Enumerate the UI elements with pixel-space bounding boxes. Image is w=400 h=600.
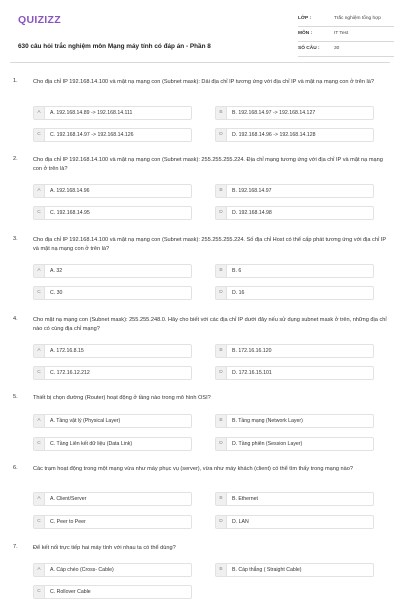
option-text: B. 172.16.16.120 (232, 348, 272, 354)
option-letter: B (216, 265, 227, 277)
option-text: B. Tầng mạng (Network Layer) (232, 418, 303, 424)
option-letter: D (216, 207, 227, 219)
question-number: 2. (13, 156, 18, 162)
option-b[interactable] (215, 264, 374, 278)
option-text: D. 192.168.14.98 (232, 210, 272, 216)
option-text: A. 32 (50, 268, 63, 274)
question-number: 5. (13, 394, 18, 400)
meta-value: Trắc nghiệm tổng hợp (334, 16, 381, 21)
option-d[interactable] (215, 286, 374, 300)
option-text: C. Peer to Peer (50, 519, 86, 525)
option-letter: C (34, 207, 45, 219)
meta-row-count (298, 42, 394, 57)
option-b[interactable] (215, 106, 374, 120)
option-a[interactable] (33, 344, 192, 358)
option-letter: A (34, 564, 45, 576)
option-letter: C (34, 586, 45, 598)
option-text: D. 192.168.14.96 -> 192.168.14.128 (232, 132, 316, 138)
option-b[interactable] (215, 563, 374, 577)
option-c[interactable] (33, 366, 192, 380)
option-b[interactable] (215, 344, 374, 358)
header-divider (10, 62, 390, 63)
option-text: C. Tầng Liên kết dữ liệu (Data Link) (50, 441, 133, 447)
option-letter: C (34, 438, 45, 450)
worksheet-header (10, 10, 390, 58)
option-letter: C (34, 287, 45, 299)
meta-value: IT Test (334, 31, 349, 36)
question-number: 4. (13, 316, 18, 322)
option-letter: C (34, 129, 45, 141)
option-letter: A (34, 185, 45, 197)
option-letter: A (34, 345, 45, 357)
option-b[interactable] (215, 184, 374, 198)
option-c[interactable] (33, 206, 192, 220)
option-letter: D (216, 287, 227, 299)
option-a[interactable] (33, 106, 192, 120)
option-d[interactable] (215, 515, 374, 529)
option-c[interactable] (33, 128, 192, 142)
question-text: Cho địa chỉ IP 192.168.14.100 và mặt nạ mạng con (Subnet mask): 255.255.255.224. Số địa chỉ Host có thể cấp phát tương ứng với địa chỉ IP và mặt nạ mạng con ở trên là? (33, 237, 386, 252)
option-text: A. Cáp chéo (Cross- Cable) (50, 567, 114, 573)
option-text: D. LAN (232, 519, 249, 525)
option-d[interactable] (215, 366, 374, 380)
option-letter: A (34, 265, 45, 277)
meta-row-subject (298, 27, 394, 42)
option-a[interactable] (33, 563, 192, 577)
option-text: B. 192.168.14.97 (232, 188, 272, 194)
meta-value: 30 (334, 46, 340, 51)
option-a[interactable] (33, 184, 192, 198)
option-text: A. 192.168.14.96 (50, 188, 90, 194)
option-d[interactable] (215, 206, 374, 220)
option-text: C. 30 (50, 290, 63, 296)
option-letter: B (216, 564, 227, 576)
option-text: A. 192.168.14.89 -> 192.168.14.111 (50, 110, 133, 116)
option-letter: B (216, 415, 227, 427)
option-d[interactable] (215, 437, 374, 451)
option-text: D. 172.16.15.101 (232, 370, 272, 376)
worksheet-meta (298, 12, 394, 57)
question-text: Để kết nối trực tiếp hai máy tính với nhau ta có thể dùng? (33, 545, 176, 551)
option-text: D. 16 (232, 290, 245, 296)
option-text: B. Ethernet (232, 496, 258, 502)
option-c[interactable] (33, 585, 192, 599)
option-text: C. 192.168.14.95 (50, 210, 90, 216)
option-text: C. 192.168.14.97 -> 192.168.14.126 (50, 132, 134, 138)
option-c[interactable] (33, 515, 192, 529)
option-letter: D (216, 516, 227, 528)
question-number: 7. (13, 544, 18, 550)
meta-label: MÔN : (298, 31, 313, 36)
option-letter: A (34, 493, 45, 505)
option-b[interactable] (215, 492, 374, 506)
meta-label: LỚP : (298, 16, 312, 21)
option-letter: B (216, 107, 227, 119)
option-b[interactable] (215, 414, 374, 428)
option-letter: B (216, 493, 227, 505)
option-letter: A (34, 415, 45, 427)
question-number: 6. (13, 465, 18, 471)
question-number: 1. (13, 78, 18, 84)
option-text: D. Tầng phiên (Session Layer) (232, 441, 303, 447)
option-letter: C (34, 516, 45, 528)
option-text: C. Rollover Cable (50, 589, 91, 595)
option-text: B. 192.168.14.97 -> 192.168.14.127 (232, 110, 316, 116)
option-a[interactable] (33, 414, 192, 428)
meta-row-class (298, 12, 394, 27)
option-text: B. 6 (232, 268, 242, 274)
question-text: Các trạm hoạt động trong một mạng vừa như máy phục vụ (server), vừa như máy khách (client) có thể tìm thấy trong mạng nào? (33, 466, 353, 472)
option-text: C. 172.16.12.212 (50, 370, 90, 376)
option-a[interactable] (33, 264, 192, 278)
option-text: B. Cáp thẳng ( Straight Cable) (232, 567, 302, 573)
question-text: Cho địa chỉ IP 192.168.14.100 và mặt nạ mạng con (Subnet mask): 255.255.255.224. Địa chỉ mạng tương ứng với địa chỉ IP và mặt nạ mạng con ở trên là? (33, 157, 383, 172)
question-text: Thiết bị chọn đường (Router) hoạt động ở tầng nào trong mô hình OSI? (33, 395, 211, 401)
option-d[interactable] (215, 128, 374, 142)
option-a[interactable] (33, 492, 192, 506)
option-text: A. Client/Server (50, 496, 87, 502)
worksheet-title: 630 câu hỏi trắc nghiệm môn Mạng máy tính có đáp án - Phần 8 (18, 43, 211, 50)
meta-label: SỐ CÂU : (298, 46, 320, 51)
question-text: Cho địa chỉ IP 192.168.14.100 và mặt nạ mạng con (Subnet mask): Dải địa chỉ IP tương ứng với địa chỉ IP và mặt nạ mạng con ở trên là? (33, 79, 374, 85)
option-c[interactable] (33, 437, 192, 451)
option-text: A. 172.16.8.15 (50, 348, 84, 354)
option-c[interactable] (33, 286, 192, 300)
question-number: 3. (13, 236, 18, 242)
option-letter: D (216, 438, 227, 450)
quizizz-logo[interactable]: QUIZIZZ (18, 14, 61, 26)
option-letter: B (216, 345, 227, 357)
option-letter: D (216, 129, 227, 141)
option-letter: B (216, 185, 227, 197)
option-letter: A (34, 107, 45, 119)
option-text: A. Tầng vật lý (Physical Layer) (50, 418, 121, 424)
option-letter: D (216, 367, 227, 379)
question-text: Cho mặt nạ mạng con (Subnet mask): 255.255.248.0. Hãy cho biết với các địa chỉ IP dưới đây nếu sử dụng subnet mask ở trên, những địa chỉ nào có cùng địa chỉ mạng? (33, 317, 387, 332)
option-letter: C (34, 367, 45, 379)
